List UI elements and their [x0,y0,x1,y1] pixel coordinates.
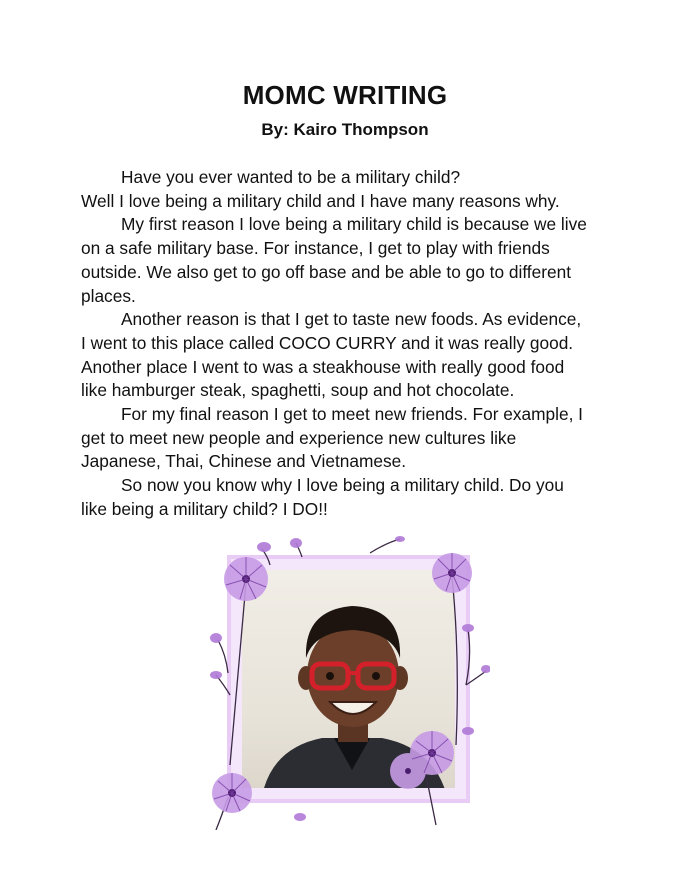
essay-line: get to meet new people and experience new cultures like [81,427,517,448]
essay-body [81,166,621,522]
essay-line: I went to this place called COCO CURRY and it was really good. [81,332,574,353]
essay-line: outside. We also get to go off base and be able to go to different [81,261,571,282]
essay-line: Have you ever wanted to be a military child? [121,167,461,187]
author-byline: By: Kairo Thompson [261,120,429,139]
essay-line: So now you know why I love being a military child. Do you [121,475,564,496]
essay-line: on a safe military base. For instance, I get to play with friends [81,238,550,259]
essay-line: For my final reason I get to meet new friends. For example, I [121,404,583,425]
author-photo-frame [210,535,490,830]
essay-line: places. [81,285,136,306]
essay-line: like being a military child? I DO!! [81,498,328,519]
essay-line: My first reason I love being a military child is because we live [121,214,587,235]
essay-line: Well I love being a military child and I have many reasons why. [81,190,560,211]
essay-line: Japanese, Thai, Chinese and Vietnamese. [81,451,407,472]
essay-line: Another place I went to was a steakhouse with really good food [81,356,565,377]
page-title: MOMC WRITING [242,80,448,110]
essay-line: like hamburger steak, spaghetti, soup and hot chocolate. [81,380,515,401]
dandelion-decoration [210,535,490,830]
essay-line: Another reason is that I get to taste new foods. As evidence, [121,309,582,330]
